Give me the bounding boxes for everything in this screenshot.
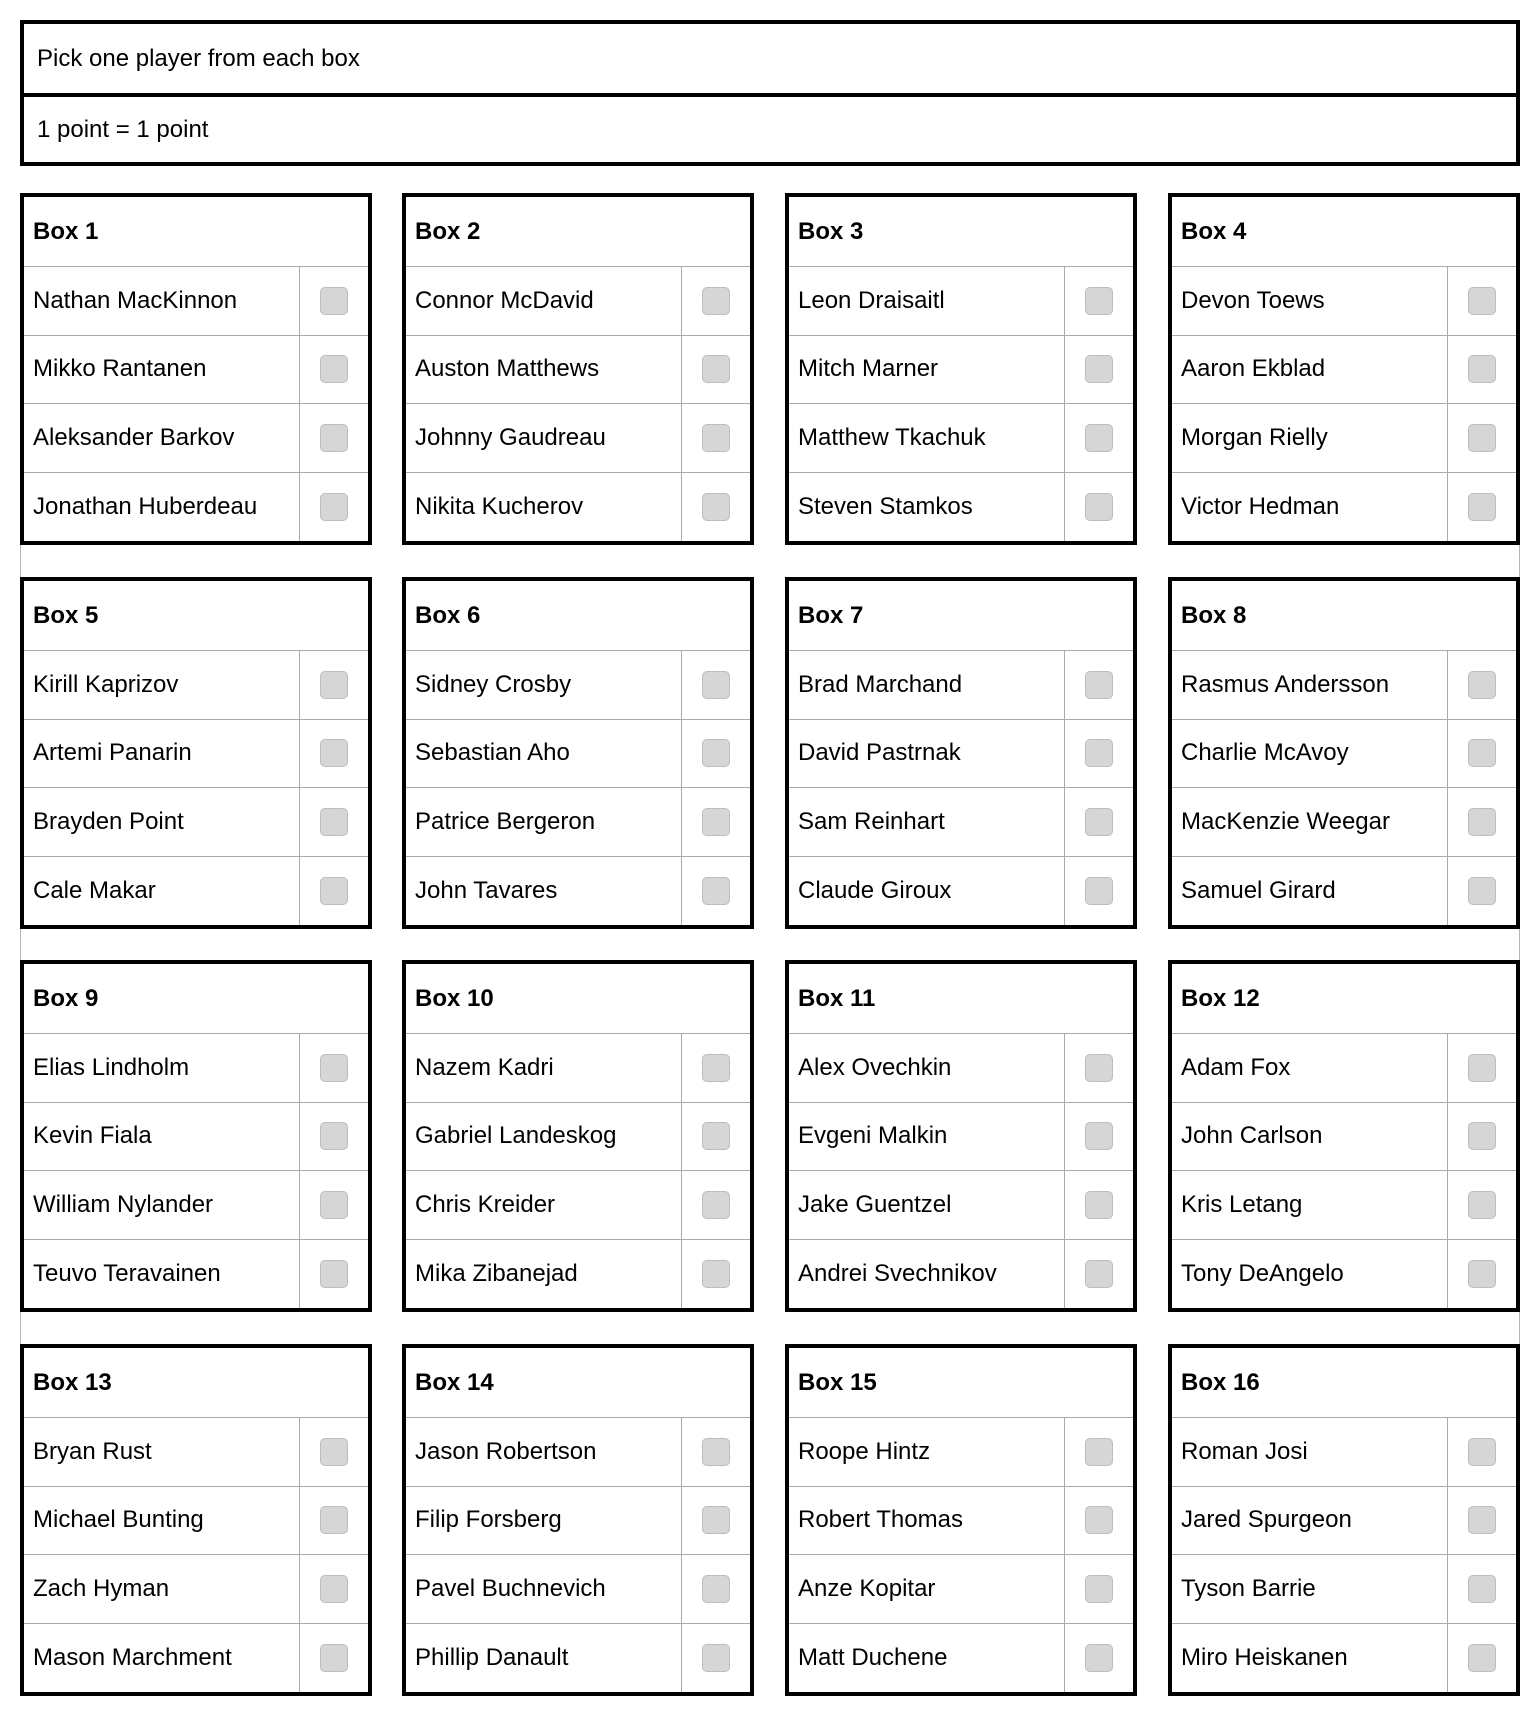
player-row: [406, 1103, 750, 1172]
checkbox-cell: [682, 267, 750, 335]
player-box: [1168, 577, 1520, 929]
checkbox-cell: [682, 1487, 750, 1555]
player-checkbox[interactable]: [1085, 1506, 1113, 1534]
checkbox-cell: [300, 788, 368, 856]
player-name: Auston Matthews: [406, 336, 682, 404]
player-checkbox[interactable]: [702, 1575, 730, 1603]
player-name: Connor McDavid: [406, 267, 682, 335]
player-row: [1172, 857, 1516, 926]
box-title: Box 2: [406, 197, 750, 267]
player-row: [406, 336, 750, 405]
player-row: [1172, 1103, 1516, 1172]
player-checkbox[interactable]: [702, 1506, 730, 1534]
box-title: Box 5: [24, 581, 368, 651]
player-checkbox[interactable]: [320, 808, 348, 836]
player-name: Morgan Rielly: [1172, 404, 1448, 472]
player-row: [789, 1034, 1133, 1103]
box-title: Box 13: [24, 1348, 368, 1418]
player-box: [785, 960, 1137, 1312]
player-row: [789, 1555, 1133, 1624]
player-row: [1172, 404, 1516, 473]
player-row: [406, 651, 750, 720]
player-checkbox[interactable]: [320, 1438, 348, 1466]
checkbox-cell: [682, 1103, 750, 1171]
checkbox-cell: [1448, 1034, 1516, 1102]
checkbox-cell: [1448, 1555, 1516, 1623]
checkbox-cell: [1065, 1624, 1133, 1693]
checkbox-cell: [682, 1171, 750, 1239]
checkbox-cell: [682, 1418, 750, 1486]
player-checkbox[interactable]: [320, 1644, 348, 1672]
player-row: [1172, 1555, 1516, 1624]
player-name: Tony DeAngelo: [1172, 1240, 1448, 1309]
player-box: [402, 960, 754, 1312]
checkbox-cell: [1448, 336, 1516, 404]
box-title: Box 7: [789, 581, 1133, 651]
box-title: Box 11: [789, 964, 1133, 1034]
player-row: [24, 473, 368, 542]
checkbox-cell: [1448, 1624, 1516, 1693]
player-name: Victor Hedman: [1172, 473, 1448, 542]
player-row: [24, 1624, 368, 1693]
player-checkbox[interactable]: [1468, 1438, 1496, 1466]
checkbox-cell: [682, 857, 750, 926]
player-checkbox[interactable]: [1085, 493, 1113, 521]
player-checkbox[interactable]: [702, 1644, 730, 1672]
player-row: [24, 651, 368, 720]
checkbox-cell: [1065, 788, 1133, 856]
player-checkbox[interactable]: [702, 1122, 730, 1150]
player-checkbox[interactable]: [320, 1191, 348, 1219]
player-box: [402, 193, 754, 545]
player-name: Artemi Panarin: [24, 720, 300, 788]
checkbox-cell: [1065, 336, 1133, 404]
player-name: Brad Marchand: [789, 651, 1065, 719]
player-checkbox[interactable]: [1468, 424, 1496, 452]
player-checkbox[interactable]: [702, 877, 730, 905]
checkbox-cell: [1448, 1487, 1516, 1555]
checkbox-cell: [1065, 404, 1133, 472]
player-checkbox[interactable]: [702, 1260, 730, 1288]
player-row: [406, 788, 750, 857]
player-name: Matt Duchene: [789, 1624, 1065, 1693]
player-row: [789, 1418, 1133, 1487]
player-name: John Carlson: [1172, 1103, 1448, 1171]
checkbox-cell: [300, 857, 368, 926]
checkbox-cell: [1448, 473, 1516, 542]
player-name: Jonathan Huberdeau: [24, 473, 300, 542]
player-name: Aleksander Barkov: [24, 404, 300, 472]
player-row: [24, 720, 368, 789]
player-row: [24, 1555, 368, 1624]
player-name: Steven Stamkos: [789, 473, 1065, 542]
player-name: Miro Heiskanen: [1172, 1624, 1448, 1693]
player-checkbox[interactable]: [320, 1260, 348, 1288]
player-row: [789, 788, 1133, 857]
player-checkbox[interactable]: [1085, 1438, 1113, 1466]
checkbox-cell: [300, 651, 368, 719]
checkbox-cell: [1065, 651, 1133, 719]
player-row: [789, 1103, 1133, 1172]
player-row: [789, 720, 1133, 789]
player-name: William Nylander: [24, 1171, 300, 1239]
player-checkbox[interactable]: [702, 355, 730, 383]
player-row: [406, 267, 750, 336]
player-checkbox[interactable]: [320, 424, 348, 452]
player-checkbox[interactable]: [320, 877, 348, 905]
player-name: David Pastrnak: [789, 720, 1065, 788]
player-checkbox[interactable]: [1468, 355, 1496, 383]
player-name: Filip Forsberg: [406, 1487, 682, 1555]
checkbox-cell: [300, 1171, 368, 1239]
player-name: Phillip Danault: [406, 1624, 682, 1693]
player-row: [789, 404, 1133, 473]
player-row: [24, 1103, 368, 1172]
player-row: [1172, 1418, 1516, 1487]
player-name: Elias Lindholm: [24, 1034, 300, 1102]
player-name: Sebastian Aho: [406, 720, 682, 788]
player-checkbox[interactable]: [1085, 1054, 1113, 1082]
checkbox-cell: [300, 1418, 368, 1486]
player-name: Matthew Tkachuk: [789, 404, 1065, 472]
player-checkbox[interactable]: [1085, 1575, 1113, 1603]
box-title: Box 10: [406, 964, 750, 1034]
checkbox-cell: [1448, 720, 1516, 788]
player-checkbox[interactable]: [1085, 877, 1113, 905]
checkbox-cell: [300, 1240, 368, 1309]
box-title: Box 14: [406, 1348, 750, 1418]
player-name: Roman Josi: [1172, 1418, 1448, 1486]
checkbox-cell: [300, 1103, 368, 1171]
player-checkbox[interactable]: [320, 493, 348, 521]
box-title: Box 12: [1172, 964, 1516, 1034]
checkbox-cell: [1448, 1103, 1516, 1171]
player-name: Pavel Buchnevich: [406, 1555, 682, 1623]
player-box: [1168, 960, 1520, 1312]
checkbox-cell: [1448, 1418, 1516, 1486]
player-name: Charlie McAvoy: [1172, 720, 1448, 788]
player-name: Leon Draisaitl: [789, 267, 1065, 335]
player-row: [1172, 651, 1516, 720]
player-checkbox[interactable]: [1085, 1191, 1113, 1219]
player-row: [24, 1171, 368, 1240]
player-name: Andrei Svechnikov: [789, 1240, 1065, 1309]
player-checkbox[interactable]: [320, 739, 348, 767]
box-title: Box 15: [789, 1348, 1133, 1418]
checkbox-cell: [682, 336, 750, 404]
player-checkbox[interactable]: [1468, 877, 1496, 905]
player-row: [1172, 336, 1516, 405]
checkbox-cell: [300, 1555, 368, 1623]
checkbox-cell: [1065, 1171, 1133, 1239]
player-name: Nikita Kucherov: [406, 473, 682, 542]
player-name: Jared Spurgeon: [1172, 1487, 1448, 1555]
player-name: John Tavares: [406, 857, 682, 926]
checkbox-cell: [682, 1240, 750, 1309]
player-name: Michael Bunting: [24, 1487, 300, 1555]
checkbox-cell: [1065, 1034, 1133, 1102]
player-name: Chris Kreider: [406, 1171, 682, 1239]
player-name: Roope Hintz: [789, 1418, 1065, 1486]
player-checkbox[interactable]: [1085, 355, 1113, 383]
player-name: Rasmus Andersson: [1172, 651, 1448, 719]
checkbox-cell: [300, 1034, 368, 1102]
checkbox-cell: [682, 720, 750, 788]
player-box: [20, 193, 372, 545]
player-name: Brayden Point: [24, 788, 300, 856]
player-box: [785, 1344, 1137, 1696]
player-checkbox[interactable]: [1468, 1575, 1496, 1603]
checkbox-cell: [1448, 788, 1516, 856]
player-name: Kirill Kaprizov: [24, 651, 300, 719]
player-row: [24, 788, 368, 857]
player-checkbox[interactable]: [1085, 671, 1113, 699]
player-checkbox[interactable]: [1468, 739, 1496, 767]
player-checkbox[interactable]: [702, 1438, 730, 1466]
checkbox-cell: [300, 720, 368, 788]
player-checkbox[interactable]: [1085, 739, 1113, 767]
player-checkbox[interactable]: [320, 1122, 348, 1150]
player-checkbox[interactable]: [320, 671, 348, 699]
player-checkbox[interactable]: [1468, 1506, 1496, 1534]
player-checkbox[interactable]: [1085, 1644, 1113, 1672]
checkbox-cell: [682, 651, 750, 719]
player-row: [789, 1240, 1133, 1309]
player-row: [24, 1240, 368, 1309]
checkbox-cell: [300, 336, 368, 404]
player-checkbox[interactable]: [702, 808, 730, 836]
player-name: Johnny Gaudreau: [406, 404, 682, 472]
checkbox-cell: [1448, 404, 1516, 472]
player-name: Samuel Girard: [1172, 857, 1448, 926]
player-row: [406, 1624, 750, 1693]
player-name: Mitch Marner: [789, 336, 1065, 404]
player-row: [406, 1171, 750, 1240]
player-box: [20, 960, 372, 1312]
player-box: [1168, 1344, 1520, 1696]
player-row: [24, 1487, 368, 1556]
player-checkbox[interactable]: [702, 671, 730, 699]
player-checkbox[interactable]: [320, 355, 348, 383]
player-row: [24, 1034, 368, 1103]
checkbox-cell: [1065, 1103, 1133, 1171]
player-checkbox[interactable]: [1468, 808, 1496, 836]
player-box: [1168, 193, 1520, 545]
player-name: MacKenzie Weegar: [1172, 788, 1448, 856]
player-checkbox[interactable]: [1085, 1122, 1113, 1150]
player-box: [402, 1344, 754, 1696]
checkbox-cell: [1065, 1240, 1133, 1309]
player-name: Jason Robertson: [406, 1418, 682, 1486]
player-checkbox[interactable]: [1468, 493, 1496, 521]
player-checkbox[interactable]: [1468, 1191, 1496, 1219]
player-name: Kris Letang: [1172, 1171, 1448, 1239]
player-name: Jake Guentzel: [789, 1171, 1065, 1239]
player-name: Mika Zibanejad: [406, 1240, 682, 1309]
player-row: [406, 1034, 750, 1103]
player-checkbox[interactable]: [1085, 1260, 1113, 1288]
player-row: [789, 651, 1133, 720]
player-checkbox[interactable]: [1468, 287, 1496, 315]
player-row: [406, 473, 750, 542]
checkbox-cell: [1065, 857, 1133, 926]
player-row: [1172, 1624, 1516, 1693]
box-title: Box 8: [1172, 581, 1516, 651]
player-checkbox[interactable]: [320, 287, 348, 315]
player-row: [789, 857, 1133, 926]
player-checkbox[interactable]: [1085, 424, 1113, 452]
checkbox-cell: [1065, 720, 1133, 788]
player-row: [1172, 1240, 1516, 1309]
player-name: Teuvo Teravainen: [24, 1240, 300, 1309]
player-box: [785, 577, 1137, 929]
player-checkbox[interactable]: [1468, 1054, 1496, 1082]
player-row: [1172, 1171, 1516, 1240]
player-checkbox[interactable]: [1085, 808, 1113, 836]
checkbox-cell: [1448, 1171, 1516, 1239]
checkbox-cell: [300, 473, 368, 542]
player-checkbox[interactable]: [1085, 287, 1113, 315]
player-row: [406, 1555, 750, 1624]
player-name: Zach Hyman: [24, 1555, 300, 1623]
player-name: Nathan MacKinnon: [24, 267, 300, 335]
player-row: [789, 1171, 1133, 1240]
player-checkbox[interactable]: [702, 1054, 730, 1082]
box-title: Box 9: [24, 964, 368, 1034]
player-row: [406, 720, 750, 789]
player-row: [789, 336, 1133, 405]
checkbox-cell: [682, 1555, 750, 1623]
checkbox-cell: [1065, 1487, 1133, 1555]
player-row: [24, 1418, 368, 1487]
player-name: Kevin Fiala: [24, 1103, 300, 1171]
player-row: [1172, 1034, 1516, 1103]
player-row: [24, 267, 368, 336]
player-checkbox[interactable]: [702, 493, 730, 521]
box-title: Box 6: [406, 581, 750, 651]
player-checkbox[interactable]: [1468, 1122, 1496, 1150]
player-name: Anze Kopitar: [789, 1555, 1065, 1623]
intro-panel: [20, 20, 1520, 166]
checkbox-cell: [682, 1034, 750, 1102]
checkbox-cell: [1448, 1240, 1516, 1309]
checkbox-cell: [682, 404, 750, 472]
player-checkbox[interactable]: [320, 1575, 348, 1603]
player-row: [1172, 473, 1516, 542]
player-row: [406, 1418, 750, 1487]
player-name: Tyson Barrie: [1172, 1555, 1448, 1623]
player-row: [406, 1487, 750, 1556]
player-name: Adam Fox: [1172, 1034, 1448, 1102]
player-row: [789, 1487, 1133, 1556]
player-name: Sidney Crosby: [406, 651, 682, 719]
checkbox-cell: [1448, 651, 1516, 719]
checkbox-cell: [1065, 1555, 1133, 1623]
checkbox-cell: [682, 1624, 750, 1693]
checkbox-cell: [1065, 267, 1133, 335]
checkbox-cell: [300, 1487, 368, 1555]
player-row: [24, 336, 368, 405]
checkbox-cell: [1448, 267, 1516, 335]
player-row: [406, 1240, 750, 1309]
player-name: Alex Ovechkin: [789, 1034, 1065, 1102]
box-title: Box 1: [24, 197, 368, 267]
player-row: [1172, 720, 1516, 789]
player-checkbox[interactable]: [320, 1506, 348, 1534]
checkbox-cell: [300, 404, 368, 472]
player-row: [24, 857, 368, 926]
player-row: [789, 267, 1133, 336]
player-checkbox[interactable]: [320, 1054, 348, 1082]
player-checkbox[interactable]: [702, 424, 730, 452]
player-row: [406, 857, 750, 926]
checkbox-cell: [300, 1624, 368, 1693]
player-row: [1172, 788, 1516, 857]
player-box: [402, 577, 754, 929]
player-box: [785, 193, 1137, 545]
player-name: Claude Giroux: [789, 857, 1065, 926]
player-name: Mason Marchment: [24, 1624, 300, 1693]
player-name: Aaron Ekblad: [1172, 336, 1448, 404]
player-box: [20, 1344, 372, 1696]
checkbox-cell: [300, 267, 368, 335]
player-name: Sam Reinhart: [789, 788, 1065, 856]
player-checkbox[interactable]: [702, 1191, 730, 1219]
checkbox-cell: [1065, 473, 1133, 542]
player-row: [1172, 267, 1516, 336]
player-row: [789, 473, 1133, 542]
player-row: [1172, 1487, 1516, 1556]
player-name: Gabriel Landeskog: [406, 1103, 682, 1171]
player-row: [24, 404, 368, 473]
instruction-text: Pick one player from each box: [37, 44, 360, 72]
scoring-text: 1 point = 1 point: [24, 93, 1516, 162]
player-row: [406, 404, 750, 473]
checkbox-cell: [682, 788, 750, 856]
box-title: Box 16: [1172, 1348, 1516, 1418]
player-checkbox[interactable]: [1468, 1260, 1496, 1288]
player-name: Patrice Bergeron: [406, 788, 682, 856]
player-box: [20, 577, 372, 929]
box-title: Box 3: [789, 197, 1133, 267]
checkbox-cell: [682, 473, 750, 542]
player-name: Robert Thomas: [789, 1487, 1065, 1555]
player-name: Evgeni Malkin: [789, 1103, 1065, 1171]
player-checkbox[interactable]: [1468, 1644, 1496, 1672]
player-checkbox[interactable]: [1468, 671, 1496, 699]
player-name: Cale Makar: [24, 857, 300, 926]
checkbox-cell: [1065, 1418, 1133, 1486]
player-name: Devon Toews: [1172, 267, 1448, 335]
box-title: Box 4: [1172, 197, 1516, 267]
player-name: Nazem Kadri: [406, 1034, 682, 1102]
player-checkbox[interactable]: [702, 287, 730, 315]
player-name: Mikko Rantanen: [24, 336, 300, 404]
player-name: Bryan Rust: [24, 1418, 300, 1486]
checkbox-cell: [1448, 857, 1516, 926]
player-checkbox[interactable]: [702, 739, 730, 767]
player-row: [789, 1624, 1133, 1693]
